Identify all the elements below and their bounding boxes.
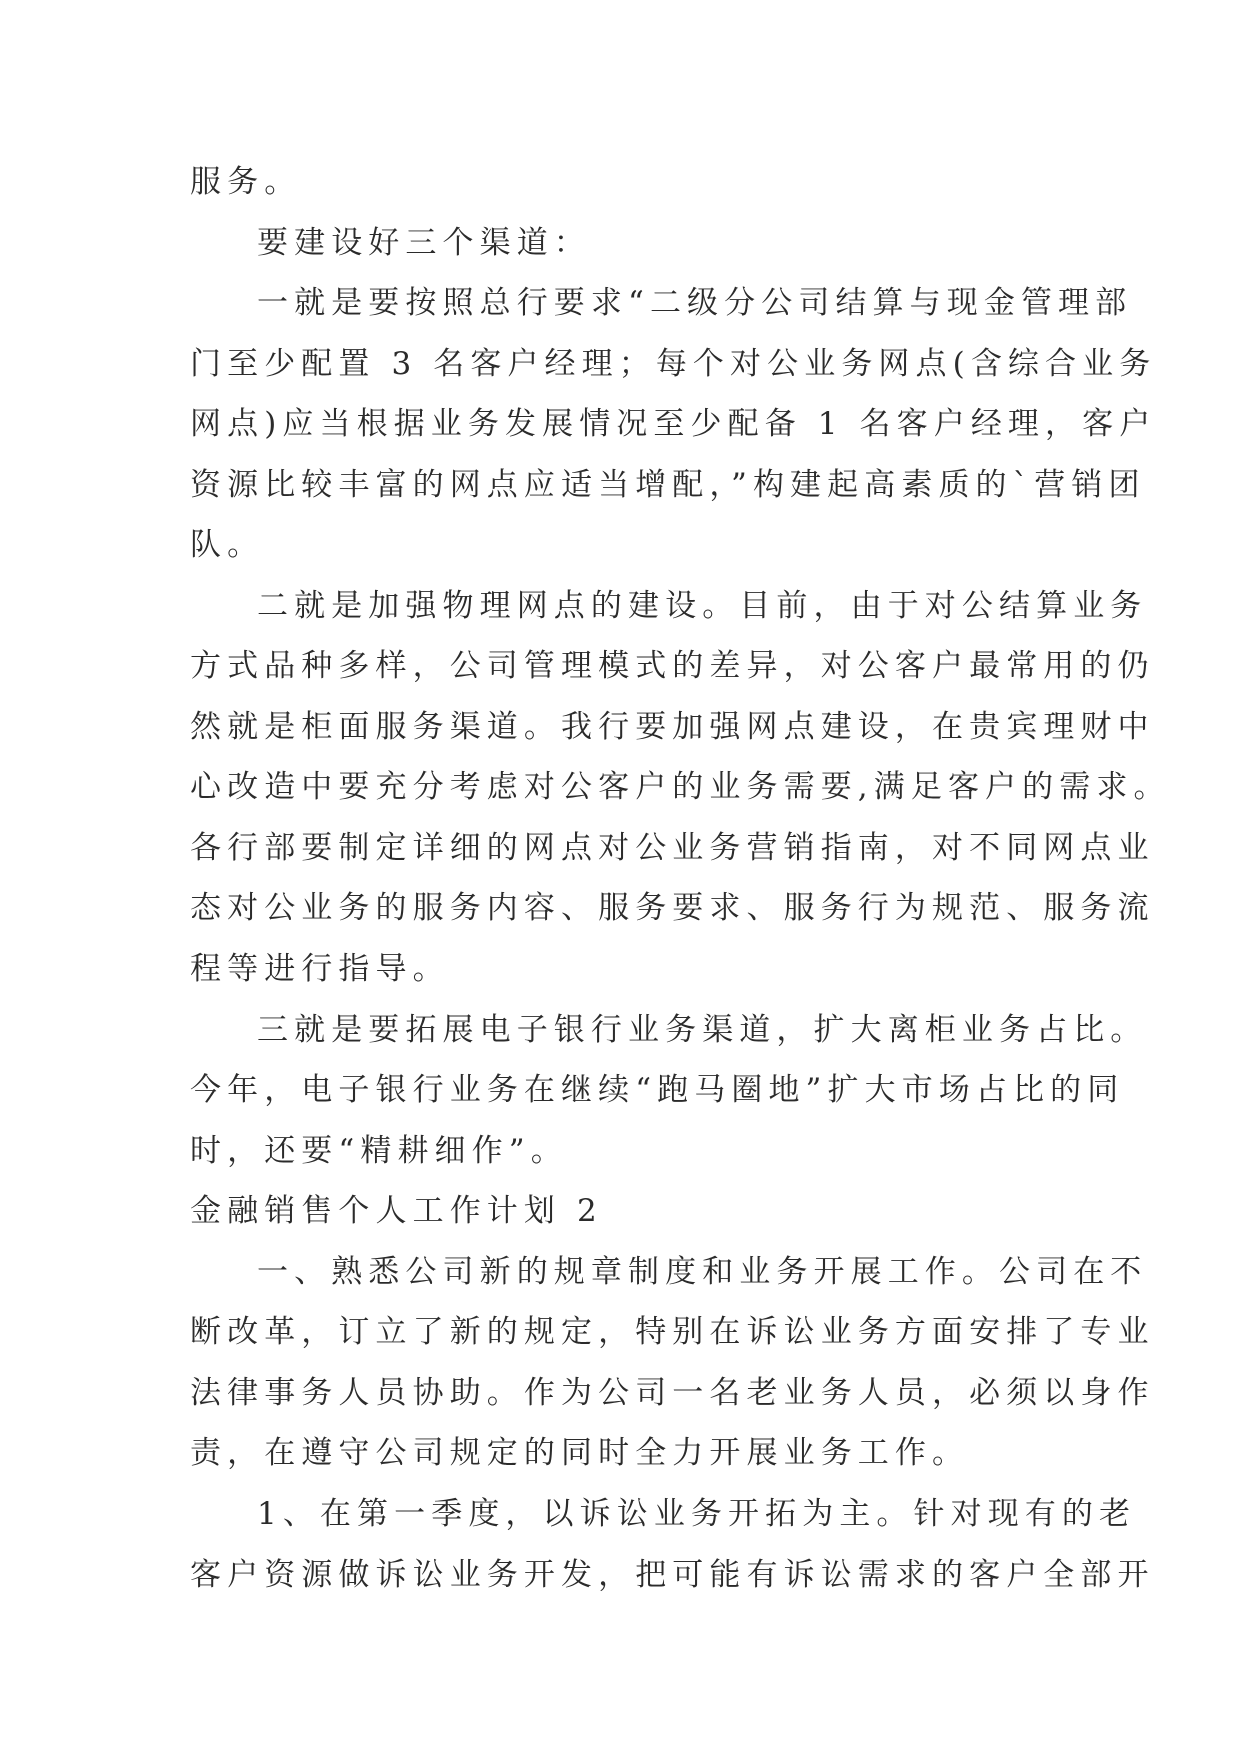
text-line: 责，在遵守公司规定的同时全力开展业务工作。 bbox=[190, 1435, 970, 1471]
text-line: 门至少配置 3 名客户经理；每个对公业务网点(含综合业务 bbox=[190, 346, 1157, 382]
text-line: 法律事务人员协助。作为公司一名老业务人员，必须以身作 bbox=[190, 1375, 1155, 1411]
text-line: 1、在第一季度，以诉讼业务开拓为主。针对现有的老 bbox=[257, 1496, 1137, 1532]
text-line: 一就是要按照总行要求“二级分公司结算与现金管理部 bbox=[257, 285, 1133, 321]
text-line: 程等进行指导。 bbox=[190, 951, 450, 987]
text-line: 三就是要拓展电子银行业务渠道，扩大离柜业务占比。 bbox=[257, 1012, 1148, 1048]
text-line: 态对公业务的服务内容、服务要求、服务行为规范、服务流 bbox=[190, 890, 1155, 926]
text-line: 断改革，订立了新的规定，特别在诉讼业务方面安排了专业 bbox=[190, 1314, 1155, 1350]
text-line: 二就是加强物理网点的建设。目前，由于对公结算业务 bbox=[257, 588, 1148, 624]
text-line: 网点)应当根据业务发展情况至少配备 1 名客户经理，客户 bbox=[190, 406, 1157, 442]
text-line: 各行部要制定详细的网点对公业务营销指南，对不同网点业 bbox=[190, 830, 1155, 866]
text-line: 客户资源做诉讼业务开发，把可能有诉讼需求的客户全部开 bbox=[190, 1557, 1155, 1593]
text-line: 方式品种多样，公司管理模式的差异，对公客户最常用的仍 bbox=[190, 648, 1155, 684]
text-line: 一、熟悉公司新的规章制度和业务开展工作。公司在不 bbox=[257, 1254, 1148, 1290]
text-line: 要建设好三个渠道： bbox=[257, 225, 591, 261]
text-line: 然就是柜面服务渠道。我行要加强网点建设，在贵宾理财中 bbox=[190, 709, 1155, 745]
text-line: 队。 bbox=[190, 527, 265, 563]
section-heading: 金融销售个人工作计划 2 bbox=[190, 1193, 603, 1229]
text-line: 时，还要“精耕细作”。 bbox=[190, 1133, 568, 1169]
text-line: 服务。 bbox=[190, 164, 302, 200]
text-line: 资源比较丰富的网点应适当增配，”构建起高素质的`营销团 bbox=[190, 467, 1146, 503]
text-line: 心改造中要充分考虑对公客户的业务需要,满足客户的需求。 bbox=[190, 769, 1171, 805]
text-line: 今年，电子银行业务在继续“跑马圈地”扩大市场占比的同 bbox=[190, 1072, 1125, 1108]
